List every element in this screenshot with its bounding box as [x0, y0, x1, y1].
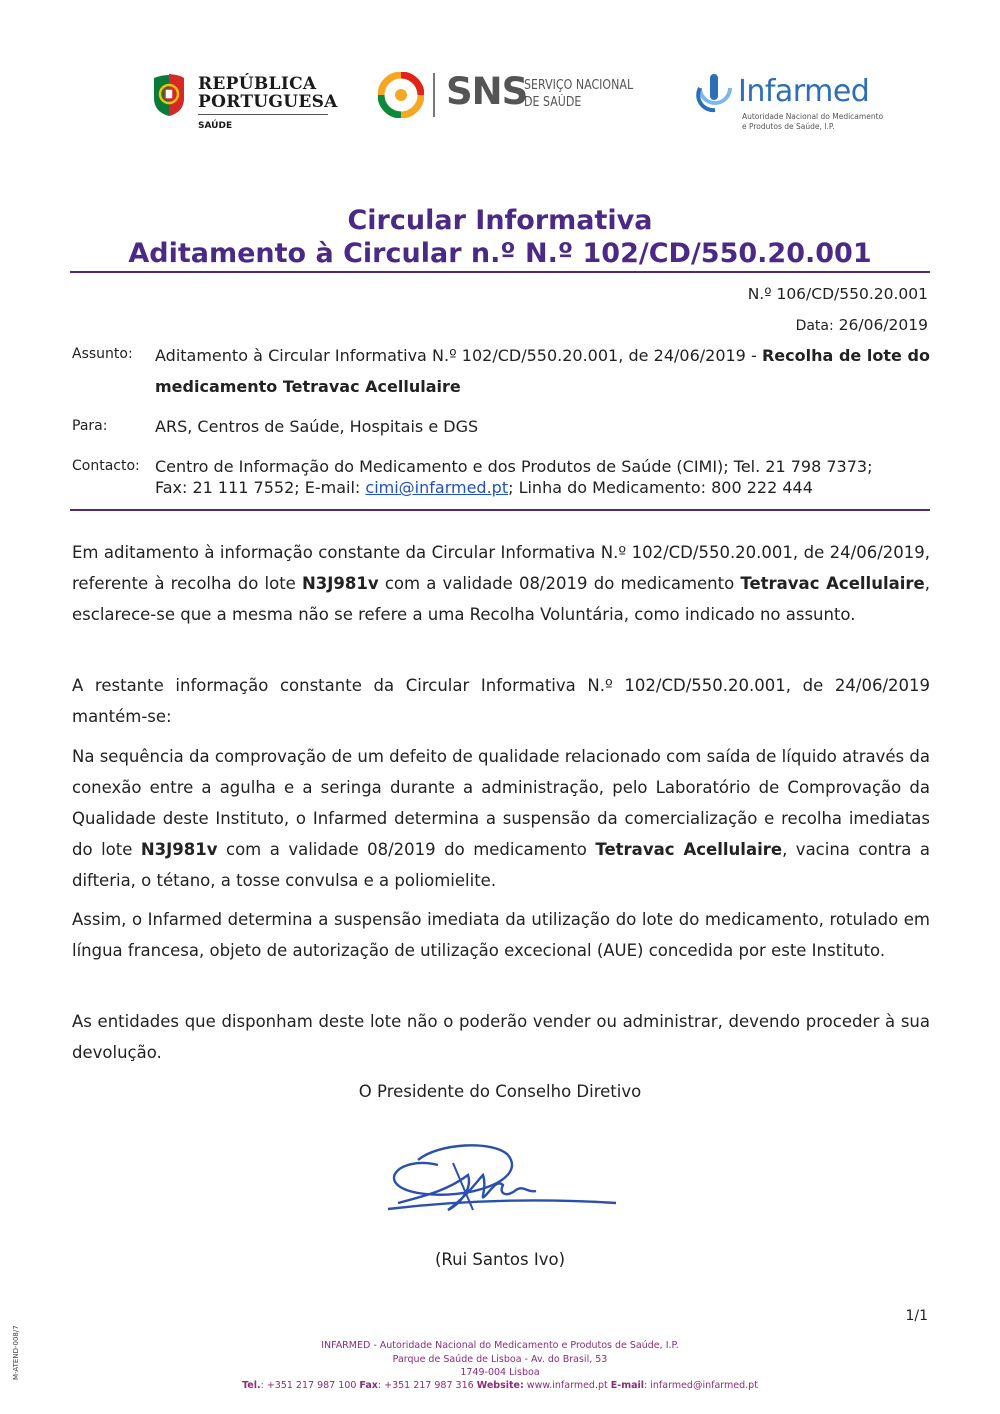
infarmed-sub1: Autoridade Nacional do Medicamento — [742, 112, 884, 121]
para-value: ARS, Centros de Saúde, Hospitais e DGS — [155, 417, 479, 436]
sns-divider — [433, 73, 435, 117]
footer-contacts — [0, 1380, 1000, 1391]
footer-address: Parque de Saúde de Lisboa - Av. do Brasil, 53 — [392, 1354, 608, 1365]
assunto-bold: Recolha de lote do medicamento Tetravac Acellulaire — [155, 346, 930, 396]
portugal-flag-icon — [150, 72, 188, 116]
republica-portuguesa-logo — [150, 72, 340, 136]
infarmed-name: Infarmed — [738, 74, 870, 109]
paragraph-2: A restante informação constante da Circular Informativa N.º 102/CD/550.20.001, de 24/06/2019 mantém-se: — [72, 676, 930, 726]
paragraph-1 — [72, 537, 930, 630]
sns-mark-icon — [378, 72, 424, 118]
side-code: M-ATEND-008/7 — [12, 1325, 20, 1380]
paragraph-3 — [72, 741, 930, 896]
contacto-label: Contacto: — [72, 458, 140, 474]
paragraph-5: As entidades que disponham deste lote não o poderão vender ou administrar, devendo proceder à sua devolução. — [72, 1012, 930, 1062]
sns-sub1: SERVIÇO NACIONAL — [524, 78, 634, 93]
contacto-linha: ; Linha do Medicamento: 800 222 444 — [508, 478, 813, 497]
p1-text-a: Em aditamento à informação constante da Circular Informativa N.º 102/CD/550.20.001, de 24/06/2019, referente à recolha do lote — [72, 543, 930, 593]
contacto-line2 — [155, 477, 930, 498]
republica-line1: REPÚBLICA — [198, 74, 317, 94]
assunto-text: Aditamento à Circular Informativa N.º 102/CD/550.20.001, de 24/06/2019 - — [155, 346, 762, 365]
footer-tel: : +351 217 987 100 — [260, 1380, 357, 1391]
para-label: Para: — [72, 418, 108, 434]
sns-main: SNS — [446, 70, 528, 113]
p3-lot: N3J981v — [140, 840, 218, 859]
republica-divider — [198, 114, 328, 115]
p1-lot: N3J981v — [302, 574, 379, 593]
footer-email-label: E-mail — [610, 1380, 645, 1391]
document-date — [796, 316, 928, 334]
footer-org: INFARMED - Autoridade Nacional do Medicamento e Produtos de Saúde, I.P. — [321, 1340, 679, 1351]
footer-tel-label: Tel. — [242, 1380, 261, 1391]
email-link[interactable]: cimi@infarmed.pt — [365, 478, 509, 497]
infarmed-logo — [694, 72, 884, 132]
p1-medicine: Tetravac Acellulaire — [740, 574, 925, 593]
footer-fax: : +351 217 987 316 — [377, 1380, 474, 1391]
footer-city: 1749-004 Lisboa — [460, 1367, 540, 1378]
footer-web[interactable]: www.infarmed.pt — [523, 1380, 608, 1391]
sns-logo — [378, 70, 648, 120]
contacto-fax: Fax: 21 111 7552; E-mail: — [155, 478, 366, 497]
contacto-line1: Centro de Informação do Medicamento e dos Produtos de Saúde (CIMI); Tel. 21 798 7373; — [155, 457, 873, 476]
p3-text-b: com a validade 08/2019 do medicamento — [217, 840, 596, 859]
page-number: 1/1 — [905, 1308, 928, 1324]
contacto-value — [155, 456, 930, 498]
document-title: Circular Informativa — [347, 205, 653, 236]
signatory-name: (Rui Santos Ivo) — [434, 1250, 566, 1269]
signatory-title: O Presidente do Conselho Diretivo — [358, 1082, 642, 1101]
date-value: 26/06/2019 — [838, 316, 928, 334]
p3-medicine: Tetravac Acellulaire — [595, 840, 783, 859]
republica-line2: PORTUGUESA — [198, 92, 338, 112]
title-divider — [70, 271, 930, 273]
republica-sub: SAÚDE — [198, 121, 233, 131]
p1-text-c: , esclarece-se que a mesma não se refere a uma Recolha Voluntária, como indicado no assunto. — [72, 574, 930, 624]
footer-fax-label: Fax — [359, 1380, 378, 1391]
p1-text-b: com a validade 08/2019 do medicamento — [378, 574, 741, 593]
meta-divider — [70, 509, 930, 511]
footer-email[interactable]: : infarmed@infarmed.pt — [644, 1380, 758, 1391]
sns-sub2: DE SAÚDE — [524, 95, 582, 110]
infarmed-sub2: e Produtos de Saúde, I.P. — [742, 122, 835, 131]
p3-text-a: Na sequência da comprovação de um defeito de qualidade relacionado com saída de líquido através da conexão entre a agulha e a seringa durante a administração, pelo Laboratório de Comprovação da Qualidade deste Instituto, o Infarmed determina a suspensão da comercialização e recolha imediatas do lote — [72, 747, 930, 859]
infarmed-mark-icon — [694, 72, 736, 118]
assunto-label: Assunto: — [72, 346, 133, 362]
p3-text-c: , vacina contra a difteria, o tétano, a tosse convulsa e a poliomielite. — [72, 840, 930, 890]
reference-number: N.º 106/CD/550.20.001 — [747, 285, 928, 303]
assunto-value — [155, 340, 930, 402]
document-subtitle: Aditamento à Circular n.º N.º 102/CD/550.20.001 — [128, 238, 872, 269]
paragraph-4: Assim, o Infarmed determina a suspensão imediata da utilização do lote do medicamento, rotulado em língua francesa, objeto de autorização de utilização excecional (AUE) concedida por este Instituto. — [72, 910, 930, 960]
signature-image — [378, 1135, 623, 1225]
footer-web-label: Website: — [476, 1380, 524, 1391]
date-label: Data: — [795, 318, 834, 334]
